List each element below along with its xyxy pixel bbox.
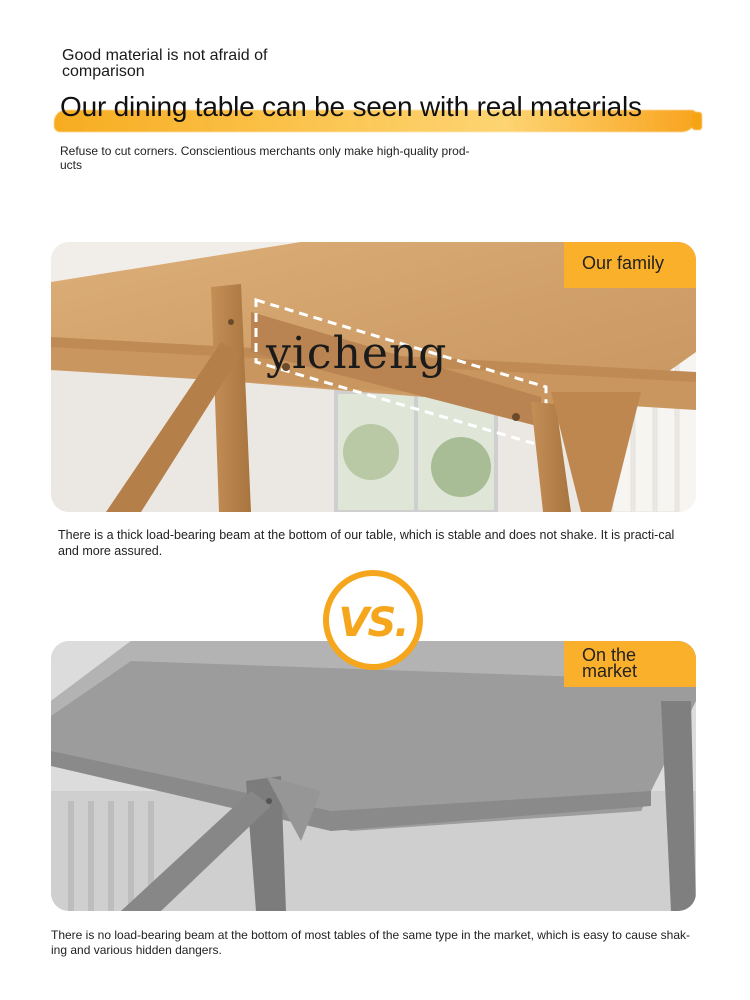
our-family-photo [51,242,696,512]
headline-wrap [50,88,696,140]
brand-watermark: yicheng [266,328,448,379]
intro-note: Refuse to cut corners. Conscientious merchants only make high-quality prod-ucts [60,144,470,172]
market-tag [564,641,696,687]
our-family-caption: There is a thick load-bearing beam at the bottom of our table, which is stable and does not shake. It is practi-cal and more assured. [58,528,675,558]
vs-label: VS. [338,600,408,646]
our-family-tag [564,242,696,288]
market-photo [51,641,696,911]
vs-badge-icon [323,570,423,670]
market-tag-label: On the market [582,645,638,681]
market-caption: There is no load-bearing beam at the bottom of most tables of the same type in the market, which is easy to cause shak-ing and various hidden dangers. [51,928,690,957]
intro-lead: Good material is not afraid of comparison [62,47,268,80]
headline: Our dining table can be seen with real materials [60,91,642,122]
our-family-tag-label: Our family [582,253,665,273]
